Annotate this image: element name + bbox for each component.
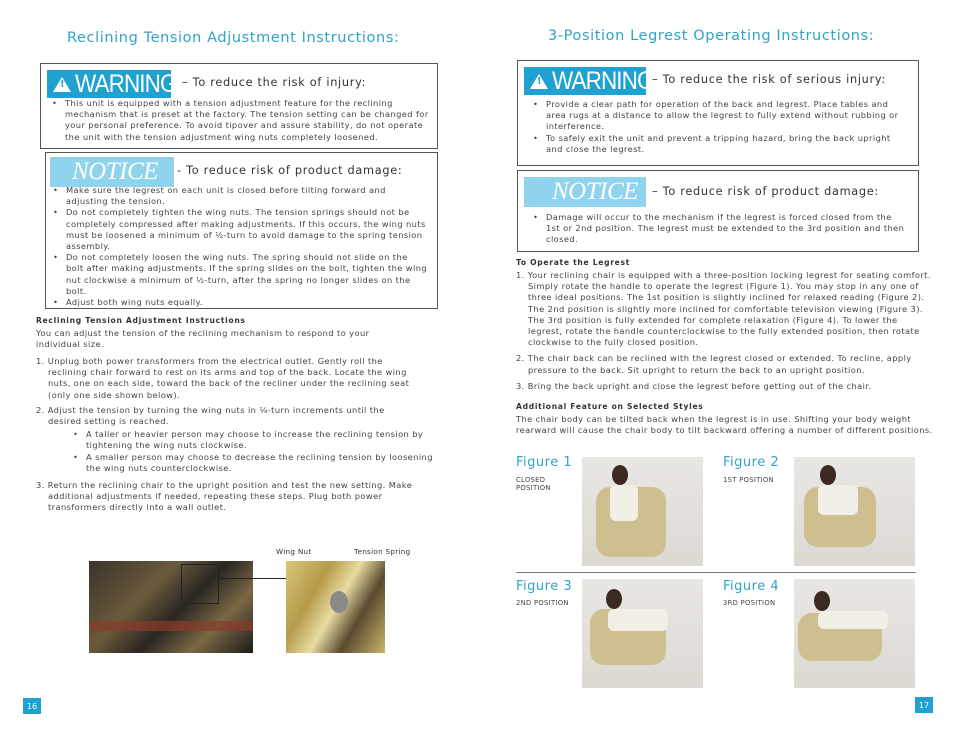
notice-list bbox=[530, 212, 908, 246]
figure-4-photo bbox=[794, 579, 915, 688]
list-item: • To safely exit the unit and prevent a tripping hazard, bring the back upright and close the legrest. bbox=[530, 133, 908, 155]
mechanism-photo bbox=[89, 561, 253, 653]
warning-badge bbox=[524, 66, 654, 95]
warning-triangle-icon: ! bbox=[53, 77, 71, 92]
left-notice-box bbox=[45, 152, 438, 309]
label-tension-spring: Tension Spring bbox=[354, 547, 411, 556]
warning-list bbox=[49, 98, 429, 143]
notice-badge bbox=[50, 157, 174, 187]
step-1: 1. Unplug both power transformers from the electrical outlet. Gently roll the reclining chair forward to rest on its arms and top of the back. Locate the wing nuts, one on each side, toward the back of the recliner under the reclining seat (only one side shown below). bbox=[36, 356, 410, 400]
callout-line bbox=[220, 578, 288, 579]
operate-heading: To Operate the Legrest bbox=[516, 258, 631, 267]
notice-lead: – To reduce risk of product damage: bbox=[652, 185, 879, 198]
additional-text: The chair body can be tilted back when the legrest is in use. Shifting your body weight rearward will cause the chair body to tilt backward offering a number of different positions. bbox=[516, 414, 933, 436]
notice-lead: - To reduce risk of product damage: bbox=[177, 164, 403, 177]
steps-list bbox=[36, 356, 433, 514]
figure-1-label: Figure 1 bbox=[516, 455, 573, 470]
warning-badge bbox=[47, 69, 177, 98]
figure-1-caption: CLOSED POSITION bbox=[516, 476, 551, 492]
warning-list bbox=[530, 99, 908, 155]
warning-label: WARNING bbox=[75, 69, 177, 98]
list-item: • This unit is equipped with a tension adjustment feature for the reclining mechanism that is preset at the factory. The tension setting can be changed for your personal preference. To avoid tipover and assure stability, do not operate the unit with the tension adjustment wing nuts completely loosened. bbox=[49, 98, 429, 143]
page-number-left: 16 bbox=[23, 698, 41, 714]
list-item: • Damage will occur to the mechanism if the legrest is forced closed from the 1st or 2nd position. The legrest must be extended to the 3rd position and then closed. bbox=[530, 212, 908, 246]
figure-3-label: Figure 3 bbox=[516, 579, 573, 594]
warning-lead: – To reduce the risk of injury: bbox=[182, 76, 367, 89]
operate-step-3: 3. Bring the back upright and close the legrest before getting out of the chair. bbox=[516, 380, 872, 391]
figure-1-photo bbox=[582, 457, 703, 566]
figure-4-label: Figure 4 bbox=[723, 579, 780, 594]
left-warning-box bbox=[40, 63, 438, 149]
figure-3-photo bbox=[582, 579, 703, 688]
additional-heading: Additional Feature on Selected Styles bbox=[516, 402, 704, 411]
wing-nut-closeup-photo bbox=[286, 561, 385, 653]
label-wing-nut: Wing Nut bbox=[276, 547, 312, 556]
list-item: • Adjust both wing nuts equally. bbox=[50, 297, 428, 308]
list-item: • Make sure the legrest on each unit is closed before tilting forward and adjusting the tension. bbox=[50, 185, 428, 207]
notice-list bbox=[50, 185, 428, 308]
intro-text: You can adjust the tension of the reclining mechanism to respond to your individual size. bbox=[36, 328, 370, 350]
warning-label: WARNING bbox=[552, 66, 654, 95]
step-2-list bbox=[70, 429, 442, 474]
list-item: • Provide a clear path for operation of the back and legrest. Place tables and area rugs at a distance to allow the legrest to fully extend without rubbing or interference. bbox=[530, 99, 908, 133]
operate-step-2: 2. The chair back can be reclined with the legrest closed or extended. To recline, apply pressure to the back. Sit upright to return the back to an upright position. bbox=[516, 353, 912, 375]
figure-4-caption: 3RD POSITION bbox=[723, 599, 776, 607]
right-notice-box bbox=[517, 170, 919, 252]
right-warning-box bbox=[517, 60, 919, 166]
list-item: • A taller or heavier person may choose to increase the reclining tension by tightening the wing nuts clockwise. bbox=[70, 429, 442, 451]
left-page-title: Reclining Tension Adjustment Instructions: bbox=[67, 30, 400, 46]
list-item: • A smaller person may choose to decrease the reclining tension by loosening the wing nuts counterclockwise. bbox=[70, 452, 442, 474]
warning-lead: – To reduce the risk of serious injury: bbox=[652, 73, 886, 86]
right-page-title: 3-Position Legrest Operating Instructions: bbox=[548, 28, 875, 44]
section-heading: Reclining Tension Adjustment Instructions bbox=[36, 316, 246, 325]
operate-step-1: 1. Your reclining chair is equipped with a three-position locking legrest for seating comfort. Simply rotate the handle to operate the legrest (Figure 1). You may stop in any one of three ideal positions. The 1st position is slightly inclined for relaxed reading (Figure 2). The 2nd position is slightly more inclined for comfortable television viewing (Figure 3). The 3rd position is fully extended for complete relaxation (Figure 4). To lower the legrest, rotate the handle counterclockwise to the fully extended position, then rotate clockwise to the fully closed position. bbox=[516, 270, 931, 348]
figure-2-label: Figure 2 bbox=[723, 455, 780, 470]
notice-label: NOTICE bbox=[552, 178, 638, 205]
page-number-right: 17 bbox=[915, 697, 933, 713]
notice-badge bbox=[524, 177, 646, 207]
warning-triangle-icon: ! bbox=[530, 74, 548, 89]
list-item: • Do not completely tighten the wing nuts. The tension springs should not be completely compressed after making adjustments. If this occurs, the wing nuts must be loosened a minimum of ½-turn to avoid damage to the spring tension assembly. bbox=[50, 207, 428, 252]
figure-2-photo bbox=[794, 457, 915, 566]
zoom-box bbox=[181, 564, 219, 604]
step-2: 2. Adjust the tension by turning the wing nuts in ⅛-turn increments until the desired setting is reached. bbox=[36, 404, 385, 427]
notice-label: NOTICE bbox=[72, 158, 158, 185]
list-item: • Do not completely loosen the wing nuts. The spring should not slide on the bolt after making adjustments. If the spring slides on the bolt, tighten the wing nut clockwise a minimum of ½-turn, after the spring no longer slides on the bolt. bbox=[50, 252, 428, 297]
figure-divider bbox=[516, 572, 916, 573]
figure-2-caption: 1ST POSITION bbox=[723, 476, 774, 484]
operate-steps bbox=[516, 270, 932, 392]
figure-3-caption: 2ND POSITION bbox=[516, 599, 569, 607]
step-3: 3. Return the reclining chair to the upright position and test the new setting. Make additional adjustments if needed, repeating these steps. Plug both power transformers directly into a wall outlet. bbox=[36, 480, 413, 513]
